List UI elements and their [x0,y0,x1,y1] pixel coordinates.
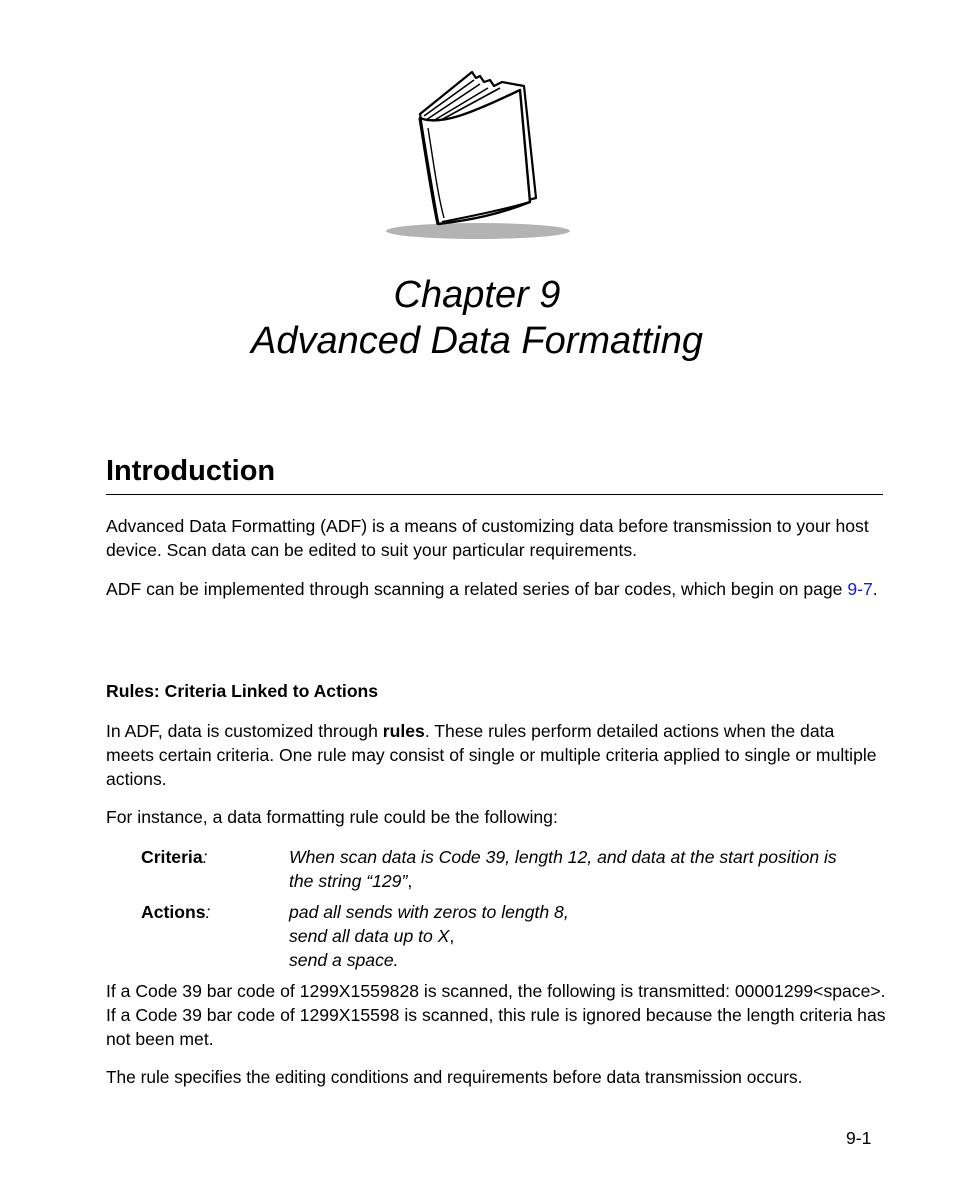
intro-paragraph-2-end: . [872,579,878,599]
transmission-paragraph-text: If a Code 39 bar code of 1299X1559828 is scanned, the following is transmitted: 00001299<space>. If a Code 39 bar code of 1299X15598 is scanned, this rule is ignored because the length criteria has not been met. [106,981,886,1049]
criteria-colon: : [202,847,208,867]
transmission-paragraph [106,979,886,1051]
criteria-label-text: Criteria [141,847,203,867]
actions-line-2 [289,924,889,948]
actions-colon: : [205,902,211,922]
open-book-icon [380,66,580,246]
rules-term: rules [382,721,425,741]
section-heading: Introduction [106,455,276,487]
example-intro-text: For instance, a data formatting rule could be the following: [106,807,558,827]
rules-paragraph-lead: In ADF, data is customized through [106,721,383,741]
page-number: 9-1 [846,1128,872,1148]
actions-label [141,900,210,924]
criteria-value [289,845,889,893]
heading-divider [106,494,883,495]
criteria-line-2-end: , [407,871,413,891]
criteria-label [141,845,208,869]
chapter-number: Chapter 9 [393,274,561,316]
intro-paragraph-1-text: Advanced Data Formatting (ADF) is a means of customizing data before transmission to your host device. Scan data can be edited to suit your particular requirements. [106,516,869,560]
closing-paragraph [106,1065,906,1089]
actions-line-2-end: , [449,926,455,946]
intro-paragraph-2 [106,577,886,601]
intro-paragraph-2-lead: ADF can be implemented through scanning a related series of bar codes, which begin on page [106,579,848,599]
actions-value [289,900,889,972]
subsection-heading: Rules: Criteria Linked to Actions [106,681,379,701]
page-link-9-7[interactable]: 9-7 [847,579,873,599]
rules-paragraph [106,719,886,791]
closing-paragraph-text: The rule specifies the editing conditions and requirements before data transmission occurs. [106,1067,803,1087]
criteria-line-1: When scan data is Code 39, length 12, and data at the start position is [289,847,837,867]
chapter-title [0,272,954,364]
intro-paragraph-2-text [106,577,886,601]
rules-paragraph-rest: . These rules perform detailed actions when the data meets certain criteria. One rule may consist of single or multiple criteria applied to single or multiple actions. [106,721,877,789]
actions-label-text: Actions [141,902,206,922]
rules-paragraph-text [106,719,886,791]
actions-line-1: pad all sends with zeros to length 8, [289,902,569,922]
actions-line-2-text: send all data up to X [289,926,450,946]
criteria-line-2-text: the string “129” [289,871,408,891]
example-intro-paragraph [106,805,886,829]
intro-paragraph-1 [106,514,886,562]
book-shadow [386,223,570,239]
actions-line-3: send a space. [289,950,399,970]
criteria-line-2 [289,869,889,893]
chapter-name: Advanced Data Formatting [250,320,703,362]
